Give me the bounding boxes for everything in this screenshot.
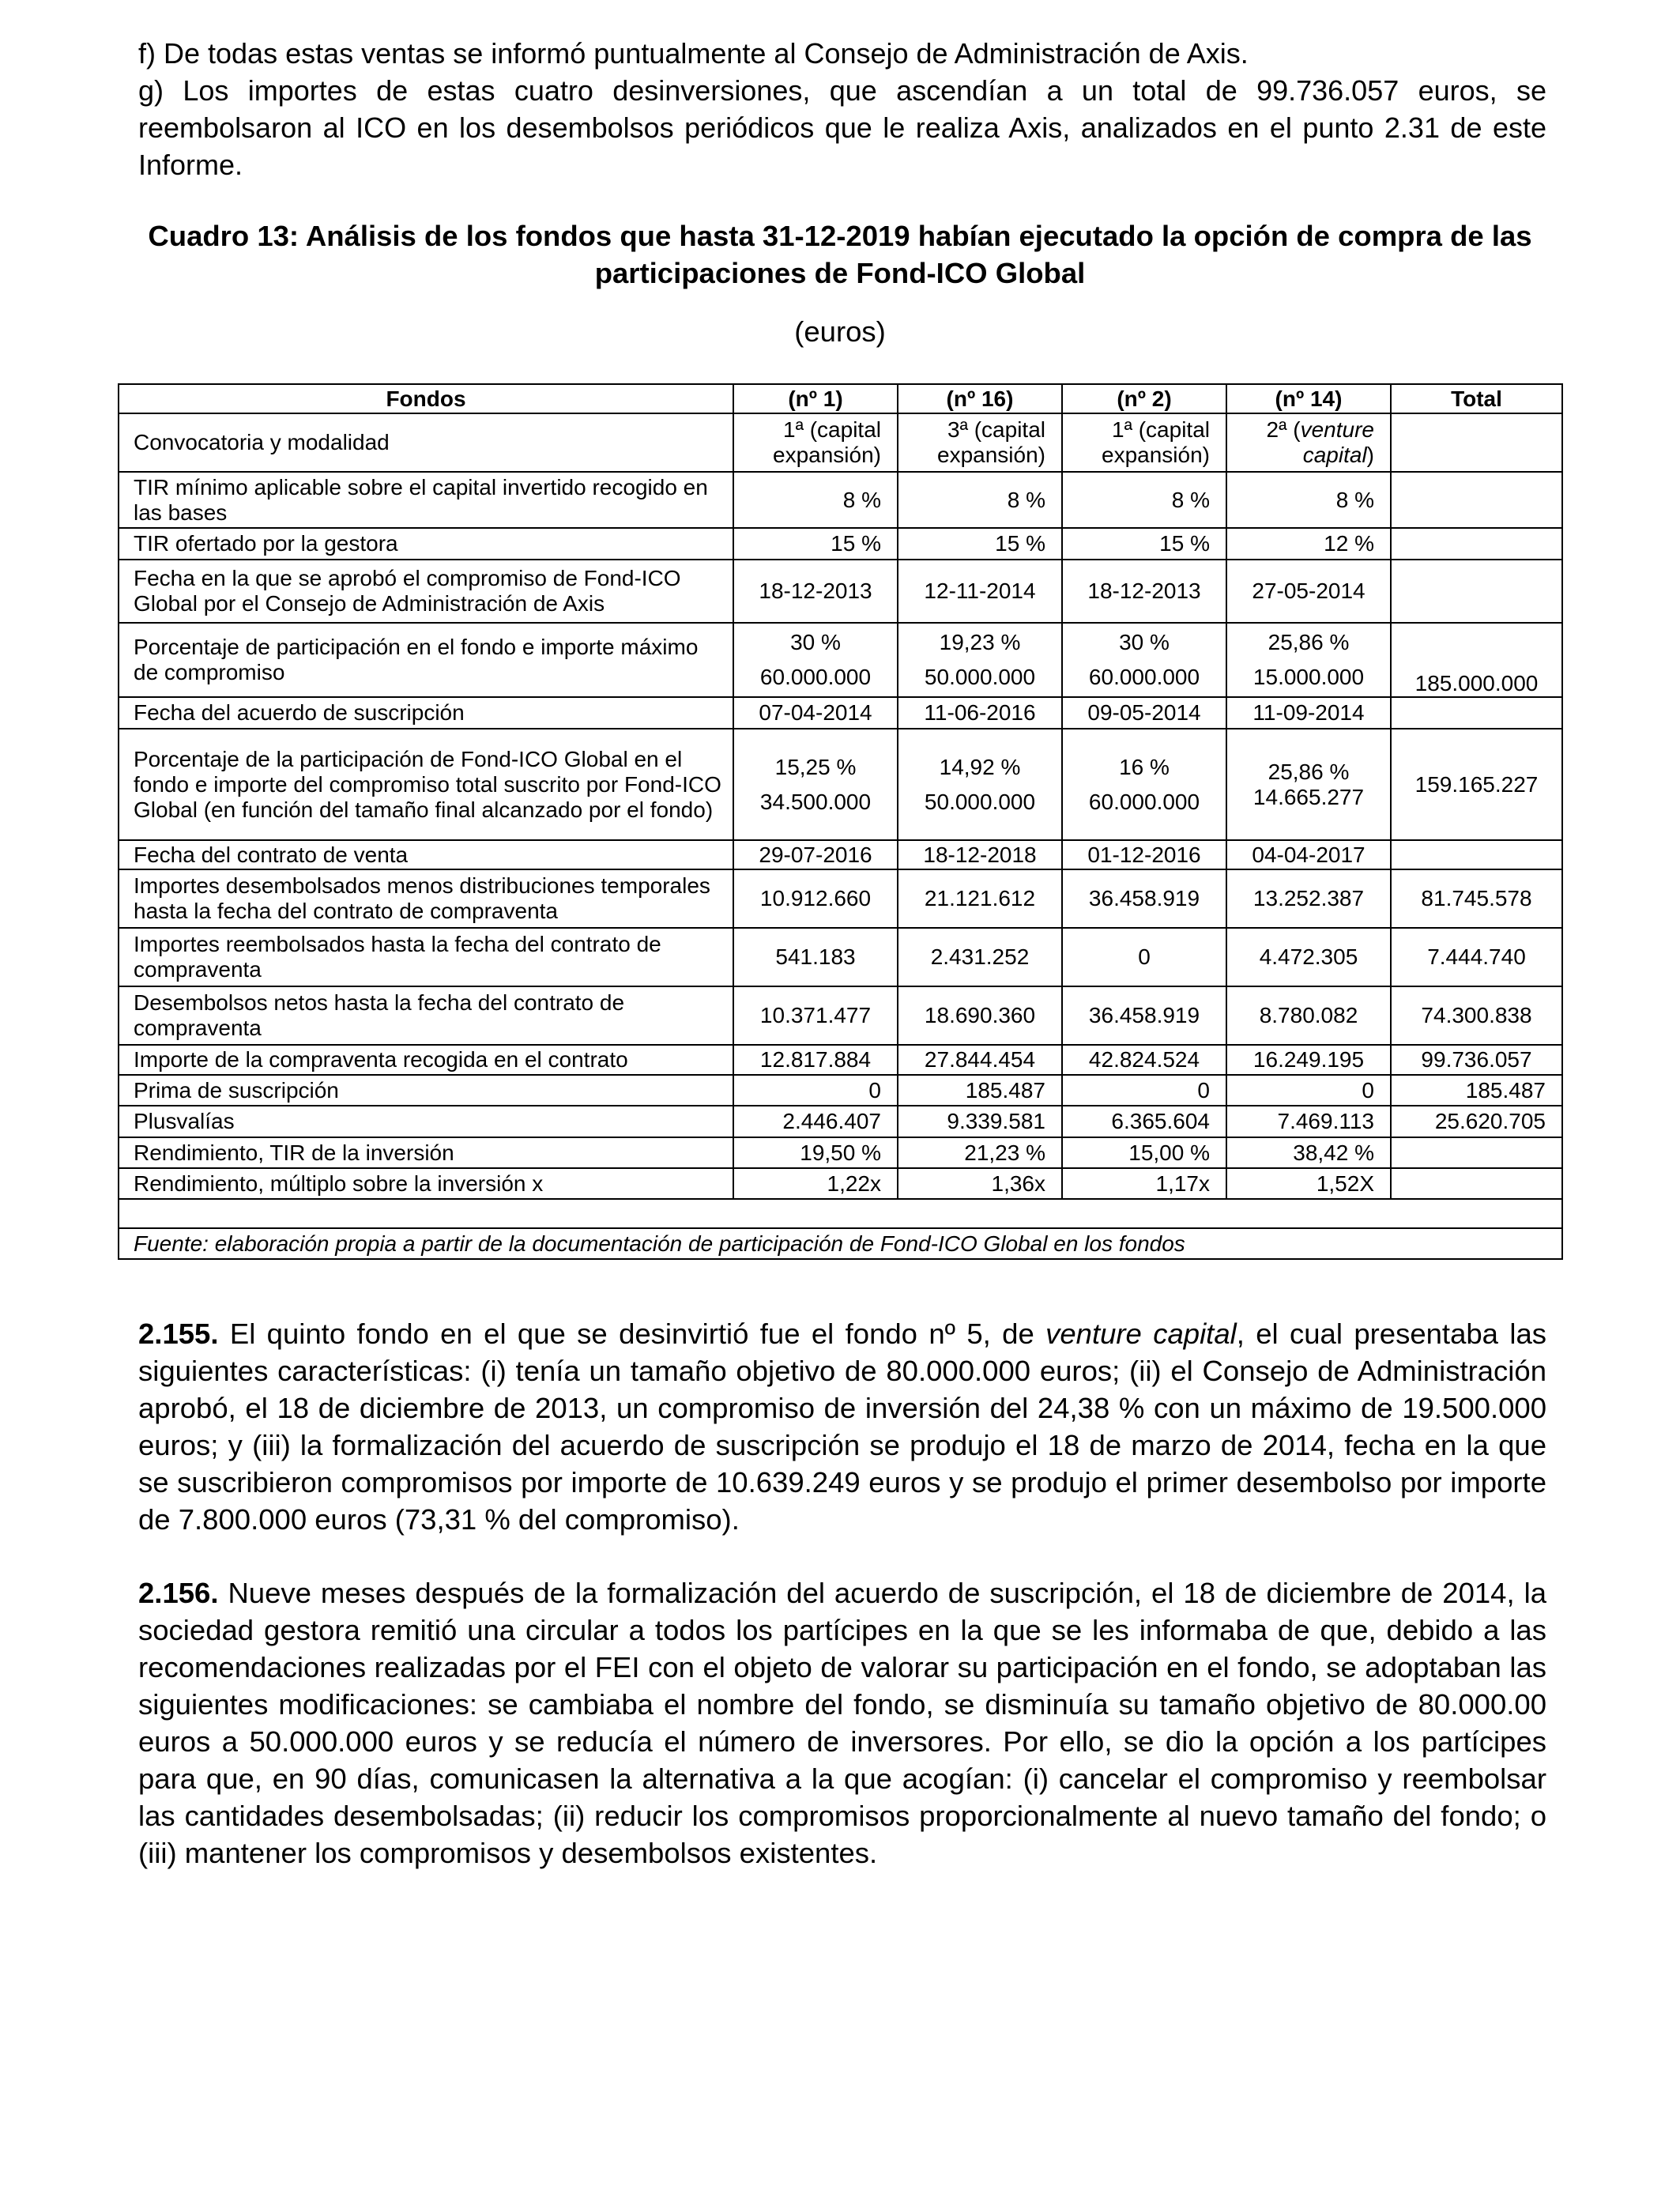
- cell-fund-16: 18-12-2018: [898, 840, 1062, 869]
- cell-fund-1: 1,22x: [733, 1168, 898, 1199]
- row-label: Importes desembolsados menos distribuciones temporales hasta la fecha del contrato de compraventa: [119, 869, 733, 928]
- cell-fund-16: 14,92 % 50.000.000: [898, 729, 1062, 840]
- cell-fund-16: 9.339.581: [898, 1106, 1062, 1137]
- cell-fund-1: 12.817.884: [733, 1045, 898, 1075]
- table-row: [119, 986, 1562, 1045]
- cell-fund-14: 1,52X: [1226, 1168, 1391, 1199]
- intro-item-g: g) Los importes de estas cuatro desinversiones, que ascendían a un total de 99.736.057 euros, se reembolsaron al ICO en los desembolsos periódicos que le realiza Axis, analizados en el punto 2.31 de este Informe.: [138, 74, 1546, 181]
- intro-paragraphs: [138, 35, 1546, 183]
- table-row: [119, 560, 1562, 623]
- cell-fund-16: 19,23 % 50.000.000: [898, 623, 1062, 697]
- cell-fund-14: 0: [1226, 1075, 1391, 1106]
- header-fund-16: (nº 16): [898, 384, 1062, 413]
- cell-total: [1391, 1168, 1562, 1199]
- table-row: [119, 1106, 1562, 1137]
- cell-total: [1391, 1137, 1562, 1168]
- row-label: Fecha del contrato de venta: [119, 840, 733, 869]
- row-label: TIR ofertado por la gestora: [119, 528, 733, 560]
- row-label: Rendimiento, múltiplo sobre la inversión x: [119, 1168, 733, 1199]
- cell-fund-14: 27-05-2014: [1226, 560, 1391, 623]
- cell-fund-14: 4.472.305: [1226, 928, 1391, 986]
- table-source-note: Fuente: elaboración propia a partir de la documentación de participación de Fond-ICO Global en los fondos: [119, 1228, 1562, 1259]
- row-label: Rendimiento, TIR de la inversión: [119, 1137, 733, 1168]
- table-row: [119, 1045, 1562, 1075]
- cell-fund-2: 6.365.604: [1062, 1106, 1226, 1137]
- header-fund-2: (nº 2): [1062, 384, 1226, 413]
- cell-fund-1: 10.371.477: [733, 986, 898, 1045]
- cell-fund-16: 1,36x: [898, 1168, 1062, 1199]
- paragraph-number: 2.156.: [138, 1577, 219, 1609]
- table-row: [119, 472, 1562, 528]
- caption-label: Cuadro 13: [148, 220, 289, 252]
- cell-fund-14: 8 %: [1226, 472, 1391, 528]
- cell-fund-1: 19,50 %: [733, 1137, 898, 1168]
- cell-fund-14: 04-04-2017: [1226, 840, 1391, 869]
- cell-fund-2: 36.458.919: [1062, 869, 1226, 928]
- cell-fund-1: 8 %: [733, 472, 898, 528]
- table-row: [119, 869, 1562, 928]
- cell-total: [1391, 560, 1562, 623]
- row-label: TIR mínimo aplicable sobre el capital invertido recogido en las bases: [119, 472, 733, 528]
- caption-text: : Análisis de los fondos que hasta 31-12-2019 habían ejecutado la opción de compra de las participaciones de Fond-ICO Global: [288, 220, 1532, 289]
- header-fondos: Fondos: [119, 384, 733, 413]
- table-row: [119, 1075, 1562, 1106]
- cell-fund-2: 15 %: [1062, 528, 1226, 560]
- cell-total: [1391, 840, 1562, 869]
- cell-total: 99.736.057: [1391, 1045, 1562, 1075]
- cell-fund-16: 18.690.360: [898, 986, 1062, 1045]
- paragraph-number: 2.155.: [138, 1318, 219, 1350]
- cell-total: 185.487: [1391, 1075, 1562, 1106]
- row-label: Fecha en la que se aprobó el compromiso de Fond-ICO Global por el Consejo de Administración de Axis: [119, 560, 733, 623]
- row-label: Prima de suscripción: [119, 1075, 733, 1106]
- cell-fund-1: 29-07-2016: [733, 840, 898, 869]
- cell-total: 7.444.740: [1391, 928, 1562, 986]
- cell-fund-16: 8 %: [898, 472, 1062, 528]
- header-fund-14: (nº 14): [1226, 384, 1391, 413]
- caption-units: (euros): [794, 315, 886, 348]
- header-fund-1: (nº 1): [733, 384, 898, 413]
- cell-fund-14: 13.252.387: [1226, 869, 1391, 928]
- table-row: [119, 729, 1562, 840]
- cell-fund-2: 18-12-2013: [1062, 560, 1226, 623]
- cell-fund-14: 16.249.195: [1226, 1045, 1391, 1075]
- cell-fund-1: 1ª (capital expansión): [733, 413, 898, 472]
- cell-fund-2: 1ª (capital expansión): [1062, 413, 1226, 472]
- cell-fund-1: 0: [733, 1075, 898, 1106]
- cell-total: 185.000.000: [1391, 623, 1562, 697]
- cell-fund-16: 21,23 %: [898, 1137, 1062, 1168]
- table-row: [119, 928, 1562, 986]
- cell-fund-16: 11-06-2016: [898, 697, 1062, 729]
- cell-fund-14: 2ª (venture capital): [1226, 413, 1391, 472]
- cell-fund-1: 15 %: [733, 528, 898, 560]
- cell-total: 159.165.227: [1391, 729, 1562, 840]
- intro-item-f: f) De todas estas ventas se informó puntualmente al Consejo de Administración de Axis.: [138, 37, 1249, 70]
- cell-fund-1: 30 % 60.000.000: [733, 623, 898, 697]
- cell-fund-2: 09-05-2014: [1062, 697, 1226, 729]
- cell-fund-1: 15,25 % 34.500.000: [733, 729, 898, 840]
- table-row: [119, 840, 1562, 869]
- table-source-row: [119, 1228, 1562, 1259]
- cell-fund-14: 8.780.082: [1226, 986, 1391, 1045]
- cell-fund-2: 15,00 %: [1062, 1137, 1226, 1168]
- row-label: Porcentaje de participación en el fondo e importe máximo de compromiso: [119, 623, 733, 697]
- cell-total: 81.745.578: [1391, 869, 1562, 928]
- header-total: Total: [1391, 384, 1562, 413]
- cell-fund-2: 0: [1062, 928, 1226, 986]
- table-row: [119, 528, 1562, 560]
- funds-table: [118, 383, 1563, 1260]
- cell-total: 74.300.838: [1391, 986, 1562, 1045]
- cell-fund-16: 21.121.612: [898, 869, 1062, 928]
- table-spacer-row: [119, 1199, 1562, 1228]
- cell-total: [1391, 697, 1562, 729]
- row-label: Desembolsos netos hasta la fecha del contrato de compraventa: [119, 986, 733, 1045]
- cell-fund-1: 18-12-2013: [733, 560, 898, 623]
- cell-fund-2: 1,17x: [1062, 1168, 1226, 1199]
- cell-fund-1: 10.912.660: [733, 869, 898, 928]
- paragraph-2-155: 2.155. El quinto fondo en el que se desinvirtió fue el fondo nº 5, de venture capital, el cual presentaba las siguientes características: (i) tenía un tamaño objetivo de 80.000.000 euros; (ii) el Consejo de Administración aprobó, el 18 de diciembre de 2013, un compromiso de inversión del 24,38 % con un máximo de 19.500.000 euros; y (iii) la formalización del acuerdo de suscripción se produjo el 18 de marzo de 2014, fecha en la que se suscribieron compromisos por importe de 10.639.249 euros y se produjo el primer desembolso por importe de 7.800.000 euros (73,31 % del compromiso).: [138, 1318, 1546, 1536]
- paragraph-2-156: 2.156. Nueve meses después de la formalización del acuerdo de suscripción, el 18 de diciembre de 2014, la sociedad gestora remitió una circular a todos los partícipes en la que se les informaba de que, debido a las recomendaciones realizadas por el FEI con el objeto de valorar su participación en el fondo, se adoptaban las siguientes modificaciones: se cambiaba el nombre del fondo, se disminuía su tamaño objetivo de 80.000.00 euros a 50.000.000 euros y se reducía el número de inversores. Por ello, se dio la opción a los partícipes para que, en 90 días, comunicasen la alternativa a la que acogían: (i) cancelar el compromiso y reembolsar las cantidades desembolsadas; (ii) reducir los compromisos proporcionalmente al nuevo tamaño del fondo; o (iii) mantener los compromisos y desembolsos existentes.: [138, 1577, 1546, 1869]
- cell-fund-2: 01-12-2016: [1062, 840, 1226, 869]
- cell-total: 25.620.705: [1391, 1106, 1562, 1137]
- cell-total: [1391, 528, 1562, 560]
- table-row: [119, 1137, 1562, 1168]
- cell-fund-2: 30 % 60.000.000: [1062, 623, 1226, 697]
- cell-fund-2: 16 % 60.000.000: [1062, 729, 1226, 840]
- cell-fund-16: 15 %: [898, 528, 1062, 560]
- cell-fund-1: 07-04-2014: [733, 697, 898, 729]
- cell-fund-14: 7.469.113: [1226, 1106, 1391, 1137]
- row-label: Convocatoria y modalidad: [119, 413, 733, 472]
- cell-fund-16: 2.431.252: [898, 928, 1062, 986]
- cell-fund-16: 3ª (capital expansión): [898, 413, 1062, 472]
- row-label: Plusvalías: [119, 1106, 733, 1137]
- cell-fund-2: 8 %: [1062, 472, 1226, 528]
- cell-fund-16: 27.844.454: [898, 1045, 1062, 1075]
- cell-fund-14: 12 %: [1226, 528, 1391, 560]
- cell-fund-1: 541.183: [733, 928, 898, 986]
- cell-fund-14: 25,86 % 14.665.277: [1226, 729, 1391, 840]
- table-row: [119, 697, 1562, 729]
- table-caption: [119, 217, 1561, 292]
- row-label: Importes reembolsados hasta la fecha del contrato de compraventa: [119, 928, 733, 986]
- cell-fund-2: 0: [1062, 1075, 1226, 1106]
- cell-fund-14: 38,42 %: [1226, 1137, 1391, 1168]
- table-row: [119, 623, 1562, 697]
- table-row: [119, 1168, 1562, 1199]
- cell-fund-14: 11-09-2014: [1226, 697, 1391, 729]
- cell-fund-16: 12-11-2014: [898, 560, 1062, 623]
- cell-fund-16: 185.487: [898, 1075, 1062, 1106]
- row-label: Importe de la compraventa recogida en el contrato: [119, 1045, 733, 1075]
- cell-total: [1391, 413, 1562, 472]
- cell-fund-14: 25,86 % 15.000.000: [1226, 623, 1391, 697]
- table-header-row: [119, 384, 1562, 413]
- cell-fund-2: 42.824.524: [1062, 1045, 1226, 1075]
- cell-fund-2: 36.458.919: [1062, 986, 1226, 1045]
- row-label: Porcentaje de la participación de Fond-ICO Global en el fondo e importe del compromiso total suscrito por Fond-ICO Global (en función del tamaño final alcanzado por el fondo): [119, 729, 733, 840]
- cell-total: [1391, 472, 1562, 528]
- table-row: [119, 413, 1562, 472]
- row-label: Fecha del acuerdo de suscripción: [119, 697, 733, 729]
- cell-fund-1: 2.446.407: [733, 1106, 898, 1137]
